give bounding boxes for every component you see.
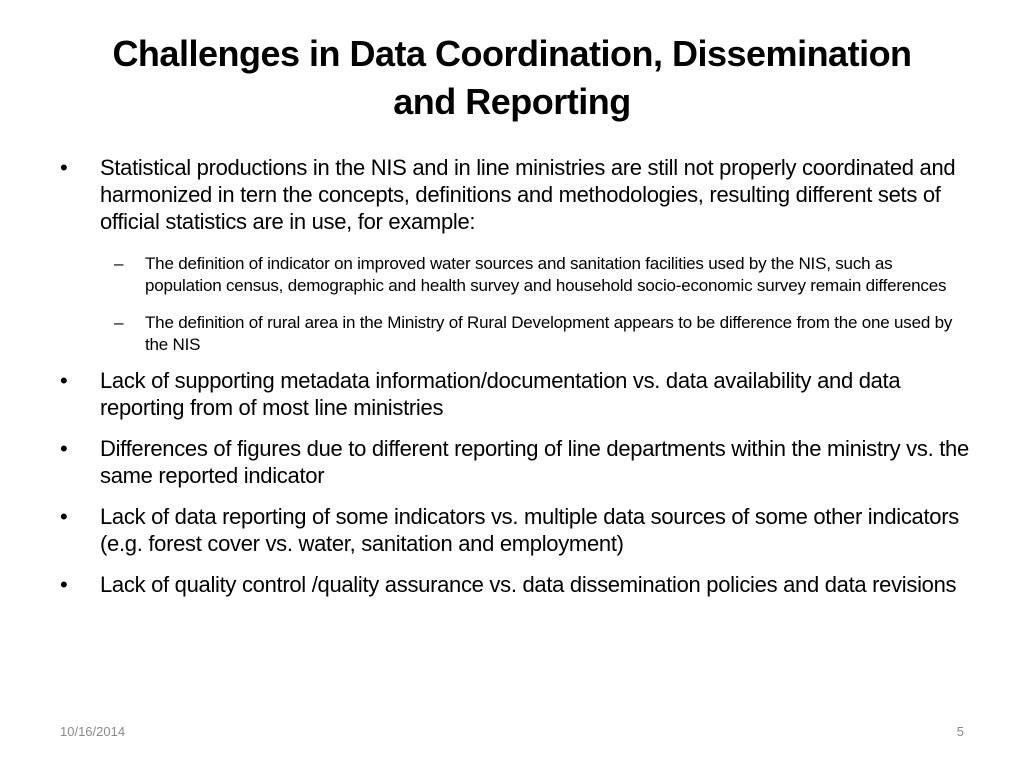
footer-date: 10/16/2014 [60,724,126,739]
sub-bullet-item [100,253,970,296]
bullet-item [60,503,970,557]
bullet-text: Lack of supporting metadata information/documentation vs. data availability and data reporting from of most line ministries [100,368,901,420]
sub-bullet-mark: – [114,313,124,332]
bullet-mark: • [60,368,68,393]
sub-bullet-mark: – [114,254,124,273]
bullet-item [60,435,970,489]
sub-bullet-text: The definition of indicator on improved water sources and sanitation facilities used by the NIS, such as population census, demographic and health survey and household socio-economic survey remain differences [145,254,947,295]
sub-bullet-item [100,312,970,355]
bullet-item [60,154,970,355]
bullet-text: Differences of figures due to different reporting of line departments within the ministry vs. the same reported indicator [100,436,969,488]
bullet-mark: • [60,572,68,597]
bullet-text: Lack of data reporting of some indicators vs. multiple data sources of some other indicators (e.g. forest cover vs. water, sanitation and employment) [100,504,959,556]
title-line-2: and Reporting [393,81,631,122]
bullet-mark: • [60,504,68,529]
page-number: 5 [956,724,964,739]
sub-bullet-list [100,253,970,355]
bullet-list [60,154,970,612]
sub-bullet-text: The definition of rural area in the Ministry of Rural Development appears to be difference from the one used by the NIS [145,313,953,354]
bullet-mark: • [60,155,68,180]
slide-title [40,30,984,126]
bullet-item [60,367,970,421]
bullet-item [60,571,970,598]
title-line-1: Challenges in Data Coordination, Dissemination [112,33,912,74]
bullet-mark: • [60,436,68,461]
bullet-text: Lack of quality control /quality assurance vs. data dissemination policies and data revisions [100,572,957,597]
bullet-text: Statistical productions in the NIS and in line ministries are still not properly coordinated and harmonized in tern the concepts, definitions and methodologies, resulting different sets of official statistics are in use, for example: [100,155,956,234]
